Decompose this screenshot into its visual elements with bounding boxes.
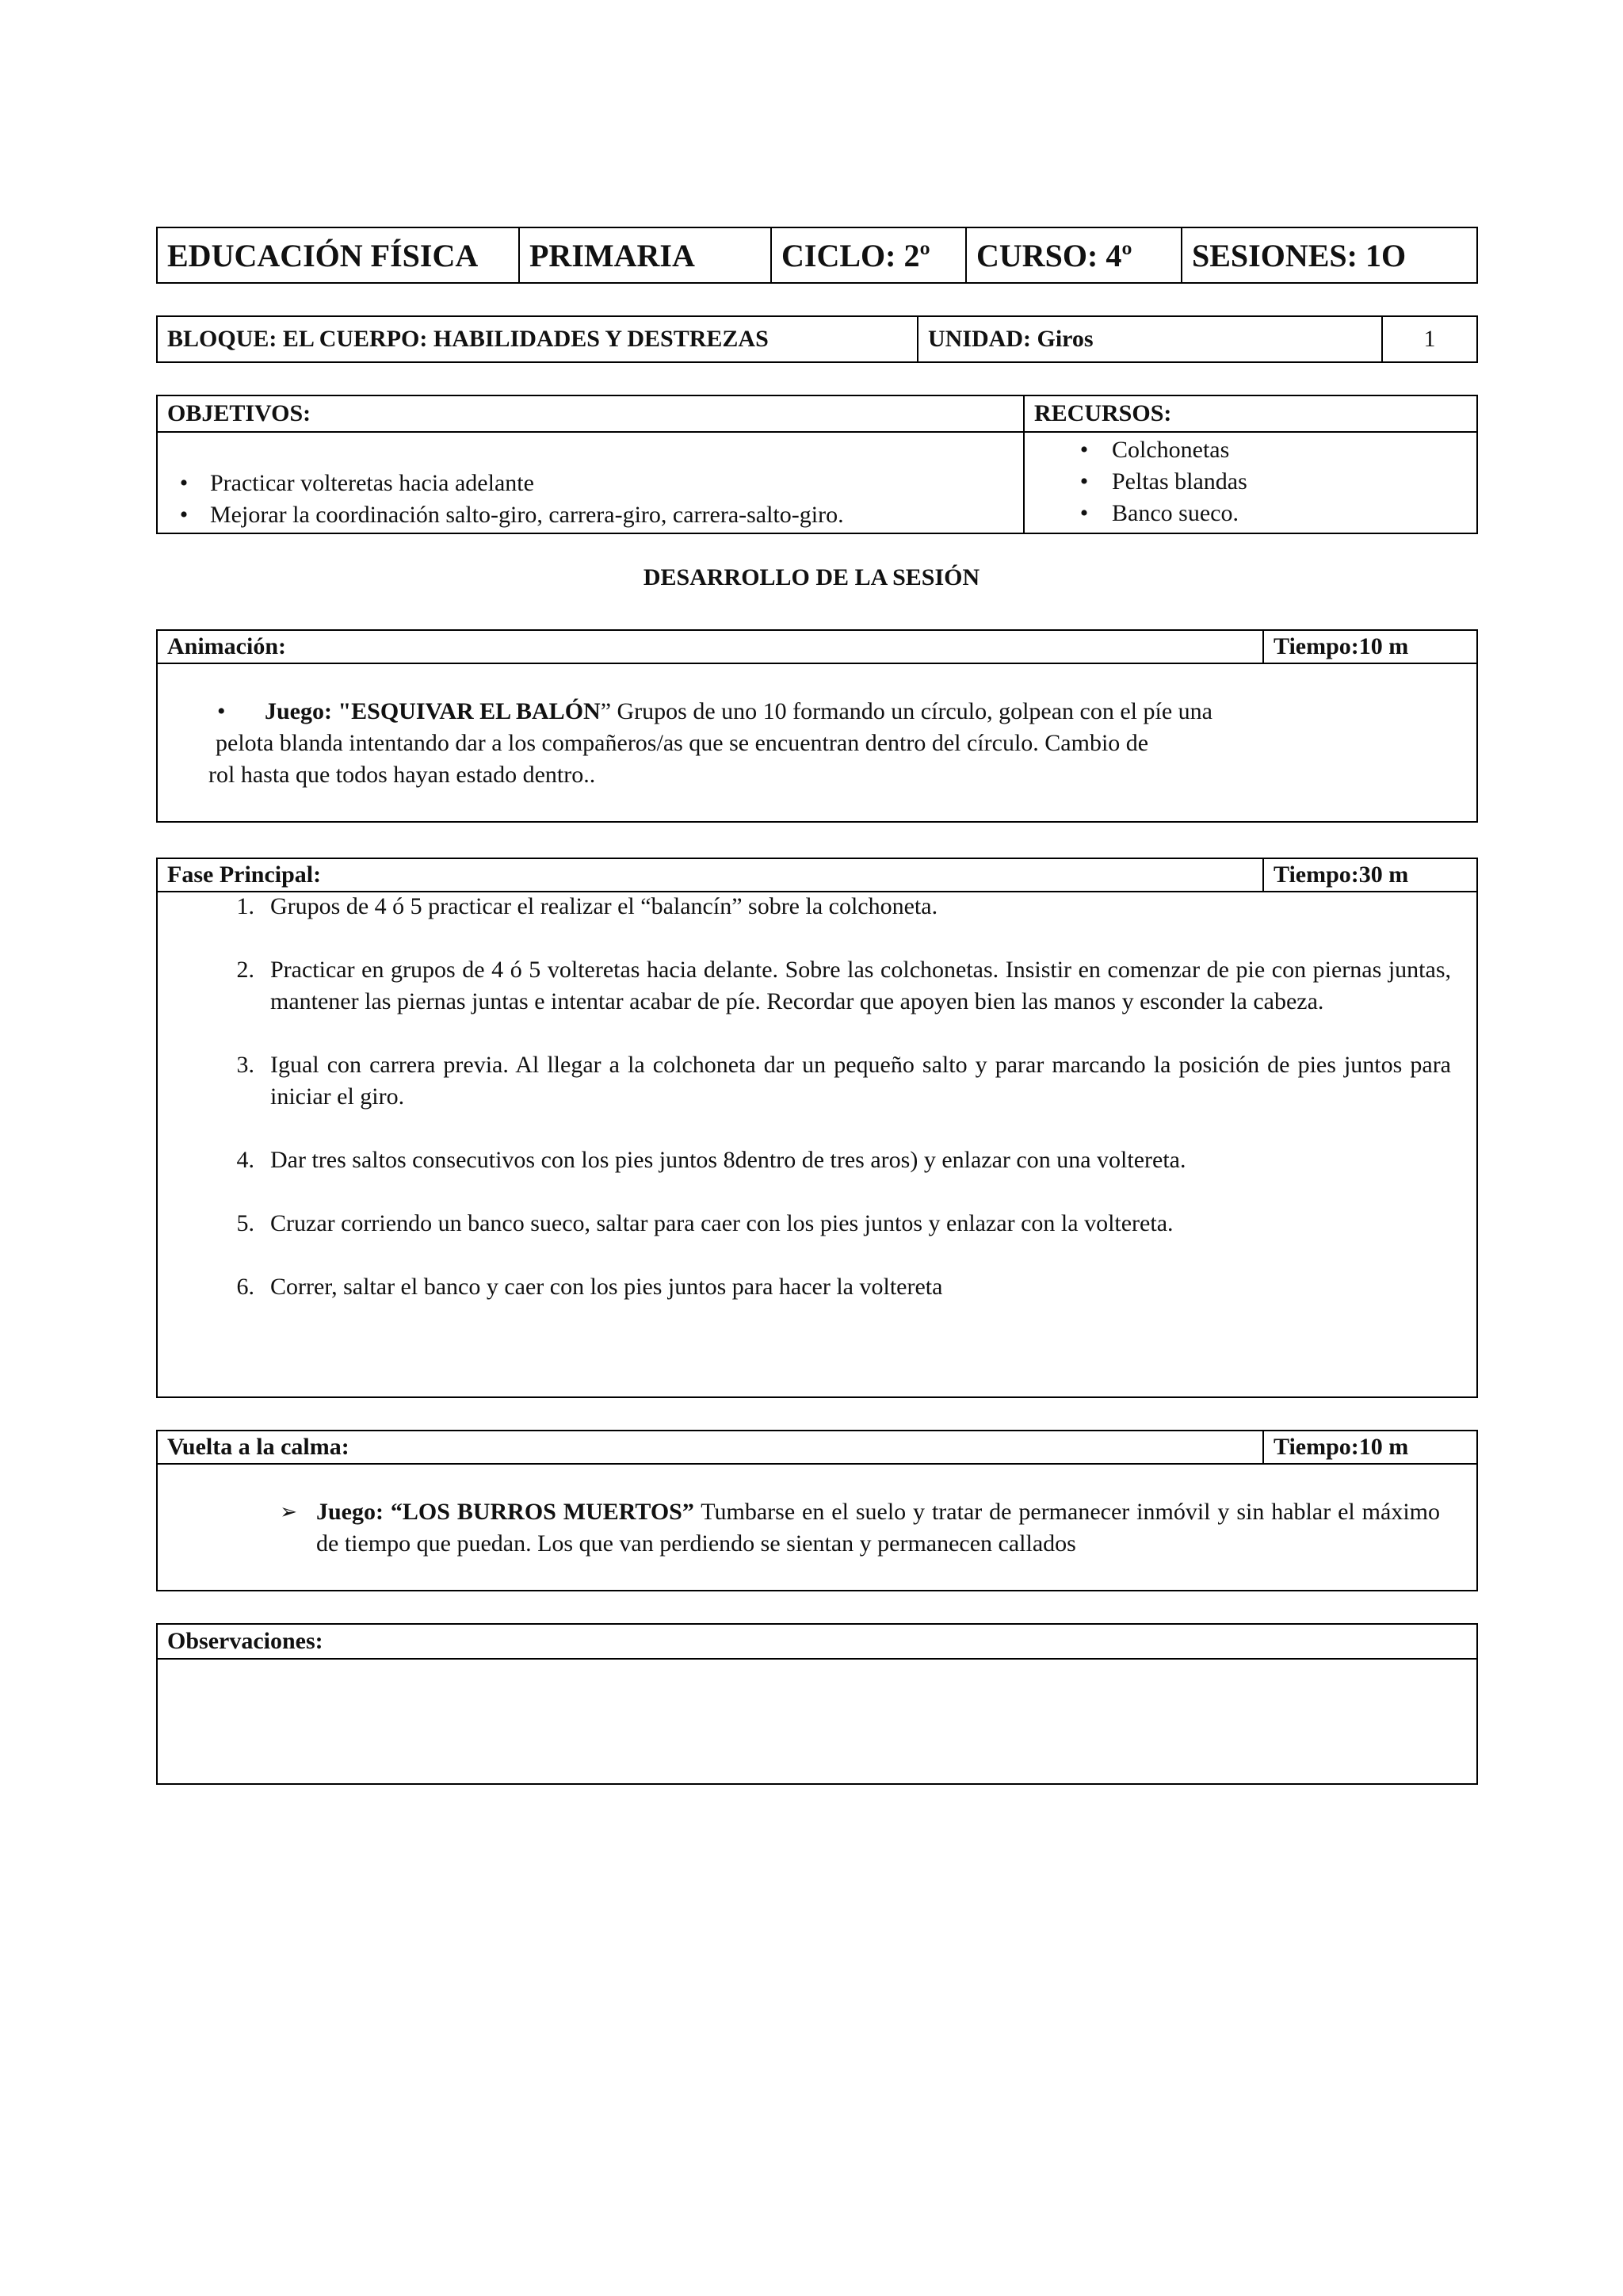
curso-cell: CURSO: 4º: [967, 228, 1182, 282]
vuelta-calma-section: [156, 1430, 1478, 1591]
vuelta-calma-text: Juego: “LOS BURROS MUERTOS” Tumbarse en el suelo y tratar de permanecer inmóvil y sin hablar el máximo de tiempo que puedan. Los que van perdiendo se sientan y permanecen callados: [316, 1499, 1440, 1557]
block-table: [156, 315, 1478, 363]
list-item: 5. Cruzar corriendo un banco sueco, saltar para caer con los pies juntos y enlazar con la voltereta.: [236, 1210, 1174, 1236]
recursos-title: RECURSOS:: [1025, 396, 1476, 433]
arrow-bullet-icon: ➢: [280, 1500, 297, 1524]
bullet-icon: •: [217, 698, 226, 724]
animacion-title: Animación:: [167, 633, 286, 659]
animacion-line-2: pelota blanda intentando dar a los compañeros/as que se encuentran dentro del círculo. Cambio de: [216, 730, 1149, 756]
bullet-icon: •: [1079, 500, 1089, 526]
recurso-item: • Peltas blandas: [1056, 466, 1453, 498]
objetivo-item: • Mejorar la coordinación salto-giro, carrera-giro, carrera-salto-giro.: [158, 499, 1023, 531]
fase-principal-title: Fase Principal:: [167, 861, 322, 888]
observaciones-section: [156, 1623, 1478, 1785]
list-item: 4. Dar tres saltos consecutivos con los pies juntos 8dentro de tres aros) y enlazar con una voltereta.: [236, 1147, 1186, 1173]
recursos-section: [1025, 396, 1476, 533]
list-item: 3. Igual con carrera previa. Al llegar a la colchoneta dar un pequeño salto y parar marcando la posición de pies juntos para iniciar el giro.: [236, 1052, 1451, 1110]
vuelta-calma-tiempo: Tiempo:10 m: [1262, 1431, 1476, 1463]
level-cell: PRIMARIA: [520, 228, 772, 282]
animacion-section: [156, 629, 1478, 823]
bullet-icon: •: [179, 502, 189, 528]
animacion-line-3: rol hasta que todos hayan estado dentro..: [208, 762, 596, 788]
list-item: 2. Practicar en grupos de 4 ó 5 volteretas hacia delante. Sobre las colchonetas. Insistir en comenzar de pie con piernas juntas, mantener las piernas juntas e intentar acabar de píe. Recordar que apoyen bien las manos y esconder la cabeza.: [236, 957, 1451, 1014]
objetivos-section: [158, 396, 1025, 533]
recurso-item: • Banco sueco.: [1056, 498, 1453, 529]
ciclo-cell: CICLO: 2º: [772, 228, 967, 282]
sesiones-cell: SESIONES: 1O: [1192, 237, 1407, 273]
list-item: 6. Correr, saltar el banco y caer con los pies juntos para hacer la voltereta: [236, 1274, 943, 1300]
vuelta-calma-title: Vuelta a la calma:: [167, 1434, 349, 1460]
subject-cell: EDUCACIÓN FÍSICA: [158, 228, 520, 282]
animacion-line-1: • Juego: "ESQUIVAR EL BALÓN” Grupos de uno 10 formando un círculo, golpean con el píe una: [158, 696, 1476, 728]
objetivos-title: OBJETIVOS:: [158, 396, 1023, 433]
fase-principal-section: [156, 858, 1478, 1398]
bullet-icon: •: [1079, 437, 1089, 463]
header-table: [156, 227, 1478, 284]
list-item: 1. Grupos de 4 ó 5 practicar el realizar el “balancín” sobre la colchoneta.: [236, 893, 938, 919]
bloque-cell: BLOQUE: EL CUERPO: HABILIDADES Y DESTREZAS: [158, 317, 918, 361]
desarrollo-title: DESARROLLO DE LA SESIÓN: [643, 564, 980, 590]
fase-principal-tiempo: Tiempo:30 m: [1262, 859, 1476, 891]
steps-list: [158, 891, 1476, 1335]
objetivo-item: • Practicar volteretas hacia adelante: [158, 468, 1023, 499]
observaciones-title: Observaciones:: [158, 1625, 1476, 1660]
unidad-cell: UNIDAD: Giros: [918, 317, 1383, 361]
recurso-item: • Colchonetas: [1056, 434, 1453, 466]
objectives-resources-table: [156, 395, 1478, 534]
bullet-icon: •: [179, 470, 189, 496]
animacion-tiempo: Tiempo:10 m: [1262, 631, 1476, 663]
unit-number-cell: 1: [1423, 326, 1436, 352]
bullet-icon: •: [1079, 468, 1089, 495]
